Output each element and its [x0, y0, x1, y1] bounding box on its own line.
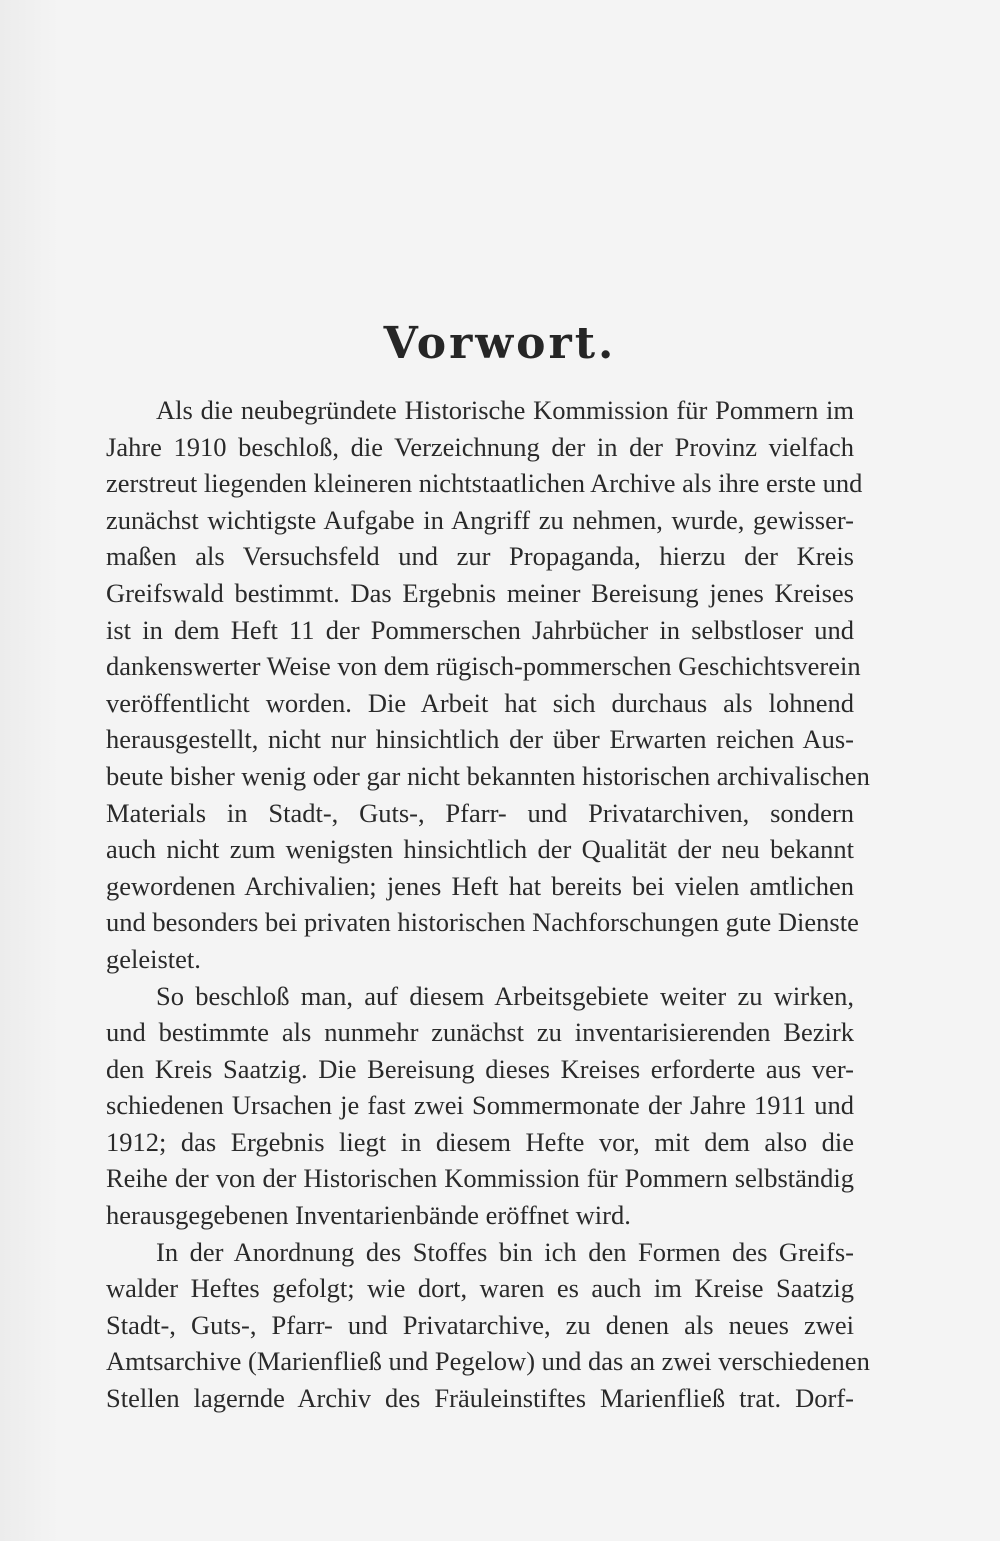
text-line: Jahre 1910 beschloß, die Verzeichnung der in der Provinz vielfach [106, 431, 854, 462]
text-line: Stellen lagernde Archiv des Fräuleinstiftes Marienfließ trat. Dorf- [106, 1383, 854, 1414]
text-line: ist in dem Heft 11 der Pommerschen Jahrbücher in selbstloser und [106, 614, 854, 645]
text-line: Materials in Stadt-, Guts-, Pfarr- und Privatarchiven, sondern [106, 797, 854, 828]
text-line: schiedenen Ursachen je fast zwei Sommermonate der Jahre 1911 und [106, 1090, 854, 1121]
text-line: herausgestellt, nicht nur hinsichtlich der über Erwarten reichen Aus- [106, 724, 854, 755]
text-line: beute bisher wenig oder gar nicht bekannten historischen archivalischen [106, 760, 870, 791]
text-line: den Kreis Saatzig. Die Bereisung dieses Kreises erforderte aus ver- [106, 1053, 854, 1084]
text-line: auch nicht zum wenigsten hinsichtlich der Qualität der neu bekannt [106, 834, 854, 865]
text-line: In der Anordnung des Stoffes bin ich den Formen des Greifs- [156, 1236, 854, 1267]
text-line: gewordenen Archivalien; jenes Heft hat bereits bei vielen amtlichen [106, 870, 854, 901]
page-title: Vorwort. [383, 318, 617, 369]
text-line: Reihe der von der Historischen Kommission für Pommern selbständig [106, 1163, 854, 1194]
text-line: Amtsarchive (Marienfließ und Pegelow) und das an zwei verschiedenen [106, 1346, 870, 1377]
text-line: und besonders bei privaten historischen Nachforschungen gute Dienste [106, 907, 859, 938]
text-line: und bestimmte als nunmehr zunächst zu inventarisierenden Bezirk [106, 1017, 854, 1048]
text-line: zerstreut liegenden kleineren nichtstaatlichen Archive als ihre erste und [106, 468, 863, 499]
text-line: So beschloß man, auf diesem Arbeitsgebiete weiter zu wirken, [156, 980, 854, 1011]
text-line: geleistet. [106, 943, 201, 974]
text-line: walder Heftes gefolgt; wie dort, waren es auch im Kreise Saatzig [106, 1273, 854, 1304]
body-text [106, 392, 870, 1417]
text-line: 1912; das Ergebnis liegt in diesem Hefte vor, mit dem also die [106, 1126, 854, 1157]
text-line: Als die neubegründete Historische Kommission für Pommern im [156, 395, 854, 425]
text-line: Greifswald bestimmt. Das Ergebnis meiner Bereisung jenes Kreises [106, 577, 854, 608]
text-line: veröffentlicht worden. Die Arbeit hat sich durchaus als lohnend [106, 687, 854, 718]
text-line: zunächst wichtigste Aufgabe in Angriff zu nehmen, wurde, gewisser- [106, 504, 854, 535]
text-line: dankenswerter Weise von dem rügisch-pommerschen Geschichtsverein [106, 651, 861, 682]
text-line: maßen als Versuchsfeld und zur Propaganda, hierzu der Kreis [106, 541, 854, 572]
text-line: herausgegebenen Inventarienbände eröffnet wird. [106, 1200, 631, 1231]
page-shadow [0, 0, 60, 1541]
text-line: Stadt-, Guts-, Pfarr- und Privatarchive, zu denen als neues zwei [106, 1309, 854, 1340]
